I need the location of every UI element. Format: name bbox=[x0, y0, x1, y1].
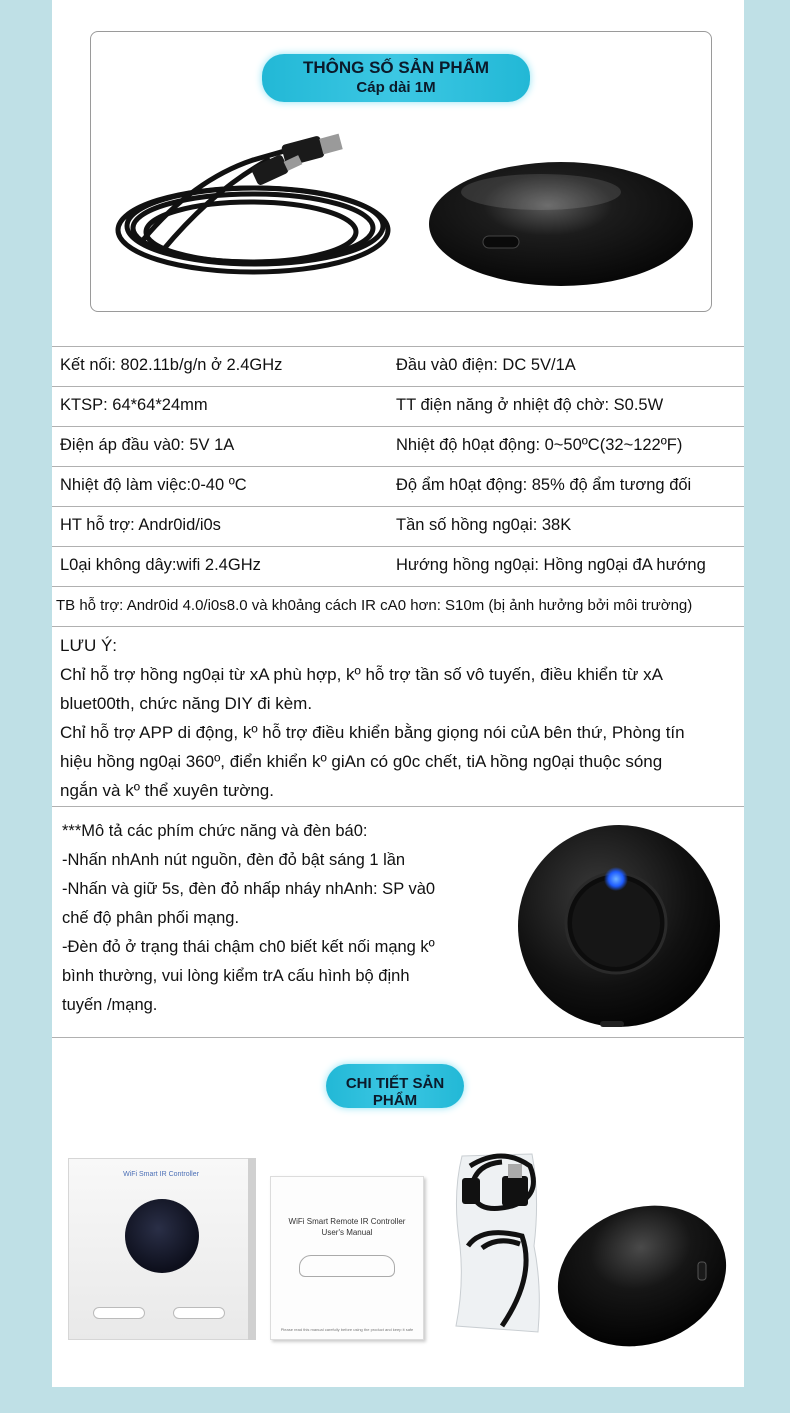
retail-box-image bbox=[68, 1158, 254, 1340]
spec-cell: Điện áp đầu và0: 5V 1A bbox=[60, 436, 235, 454]
user-manual-image bbox=[270, 1176, 424, 1340]
spec-row bbox=[52, 506, 744, 546]
spec-cell: KTSP: 64*64*24mm bbox=[60, 396, 208, 414]
product-sheet bbox=[52, 0, 744, 1413]
function-keys-section bbox=[52, 806, 744, 1038]
box-hub-image bbox=[125, 1199, 199, 1273]
manual-subtitle: User's Manual bbox=[321, 1228, 373, 1237]
keys-line: ***Mô tả các phím chức năng và đèn bá0: bbox=[62, 822, 368, 840]
assistant-badge bbox=[93, 1307, 145, 1319]
spec-cell: Tần số hồng ng0ại: 38K bbox=[396, 516, 572, 534]
spec-table bbox=[52, 346, 744, 626]
spec-row bbox=[52, 346, 744, 386]
note-line: Chỉ hỗ trợ APP di động, kº hỗ trợ điều khiển bằng giọng nói củA bên thứ, Phòng tín bbox=[60, 723, 685, 742]
keys-line: tuyến /mạng. bbox=[62, 996, 158, 1014]
note-line: ngắn và kº thể xuyên tường. bbox=[60, 781, 274, 800]
manual-footer: Please read this manual carefully before using the product and keep it safe bbox=[280, 1327, 414, 1332]
note-line: bluet00th, chức năng DIY đi kèm. bbox=[60, 694, 313, 713]
assistant-badge bbox=[173, 1307, 225, 1319]
spec-cell: Nhiệt độ h0ạt động: 0~50ºC(32~122ºF) bbox=[396, 436, 683, 454]
function-keys-text bbox=[62, 817, 482, 1020]
note-line: hiệu hồng ng0ại 360º, điển khiển kº giAn có g0c chết, tiA hồng ng0ại thuộc sóng bbox=[60, 752, 663, 771]
manual-device-outline bbox=[299, 1255, 395, 1277]
spec-cell-full: TB hỗ trợ: Andr0id 4.0/i0s8.0 và kh0ảng cách IR cA0 hơn: S10m (bị ảnh hưởng bởi môi trường) bbox=[56, 597, 693, 614]
product-detail-photos bbox=[52, 1136, 744, 1346]
ir-hub-top-view-image bbox=[516, 823, 722, 1029]
spec-cell: Hướng hồng ng0ại: Hồng ng0ại đA hướng bbox=[396, 556, 706, 574]
keys-line: bình thường, vui lòng kiểm trA cấu hình bộ định bbox=[62, 967, 410, 985]
spec-cell: Đầu và0 điện: DC 5V/1A bbox=[396, 356, 576, 374]
spec-cell: Kết nối: 802.11b/g/n ở 2.4GHz bbox=[60, 356, 283, 374]
spec-row bbox=[52, 466, 744, 506]
keys-line: -Nhấn và giữ 5s, đèn đỏ nhấp nháy nhAnh: SP và0 bbox=[62, 880, 436, 898]
retail-box-side bbox=[248, 1158, 256, 1340]
spec-cell: Nhiệt độ làm việc:0-40 ºC bbox=[60, 476, 247, 494]
bagged-cable-image bbox=[442, 1136, 552, 1342]
specs-pill-title: THÔNG SỐ SẢN PHẨM bbox=[302, 58, 490, 77]
note-section bbox=[52, 626, 744, 806]
spec-row bbox=[52, 386, 744, 426]
spec-row bbox=[52, 426, 744, 466]
product-overview-box bbox=[90, 31, 712, 312]
note-line: Chỉ hỗ trợ hồng ng0ại từ xA phù hợp, kº hỗ trợ tần số vô tuyến, điều khiển từ xA bbox=[60, 665, 663, 684]
spec-cell: HT hỗ trợ: Andr0id/i0s bbox=[60, 516, 221, 534]
spec-row-supported-devices bbox=[52, 586, 744, 626]
manual-title: WiFi Smart Remote IR Controller bbox=[288, 1217, 406, 1226]
keys-line: -Nhấn nhAnh nút nguồn, đèn đỏ bật sáng 1 lần bbox=[62, 851, 406, 869]
box-title: WiFi Smart IR Controller bbox=[123, 1171, 199, 1178]
ir-hub-image bbox=[421, 152, 701, 292]
spec-row bbox=[52, 546, 744, 586]
note-title: LƯU Ý: bbox=[60, 636, 118, 655]
ir-hub-angle-image bbox=[552, 1198, 730, 1348]
spec-cell: L0ại không dây:wifi 2.4GHz bbox=[60, 556, 261, 574]
spec-cell: Độ ẩm h0ạt động: 85% độ ẩm tương đối bbox=[396, 476, 692, 494]
keys-line: chế độ phân phối mạng. bbox=[62, 909, 240, 927]
usb-cable-image bbox=[103, 120, 403, 300]
keys-line: -Đèn đỏ ở trạng thái chậm ch0 biết kết nối mạng kº bbox=[62, 938, 435, 956]
spec-cell: TT điện năng ở nhiệt độ chờ: S0.5W bbox=[396, 396, 664, 414]
specs-pill-subtitle: Cáp dài 1M bbox=[356, 79, 436, 96]
specs-pill-banner bbox=[262, 54, 530, 102]
detail-pill-banner: CHI TIẾT SẢN PHẨM bbox=[326, 1064, 464, 1108]
